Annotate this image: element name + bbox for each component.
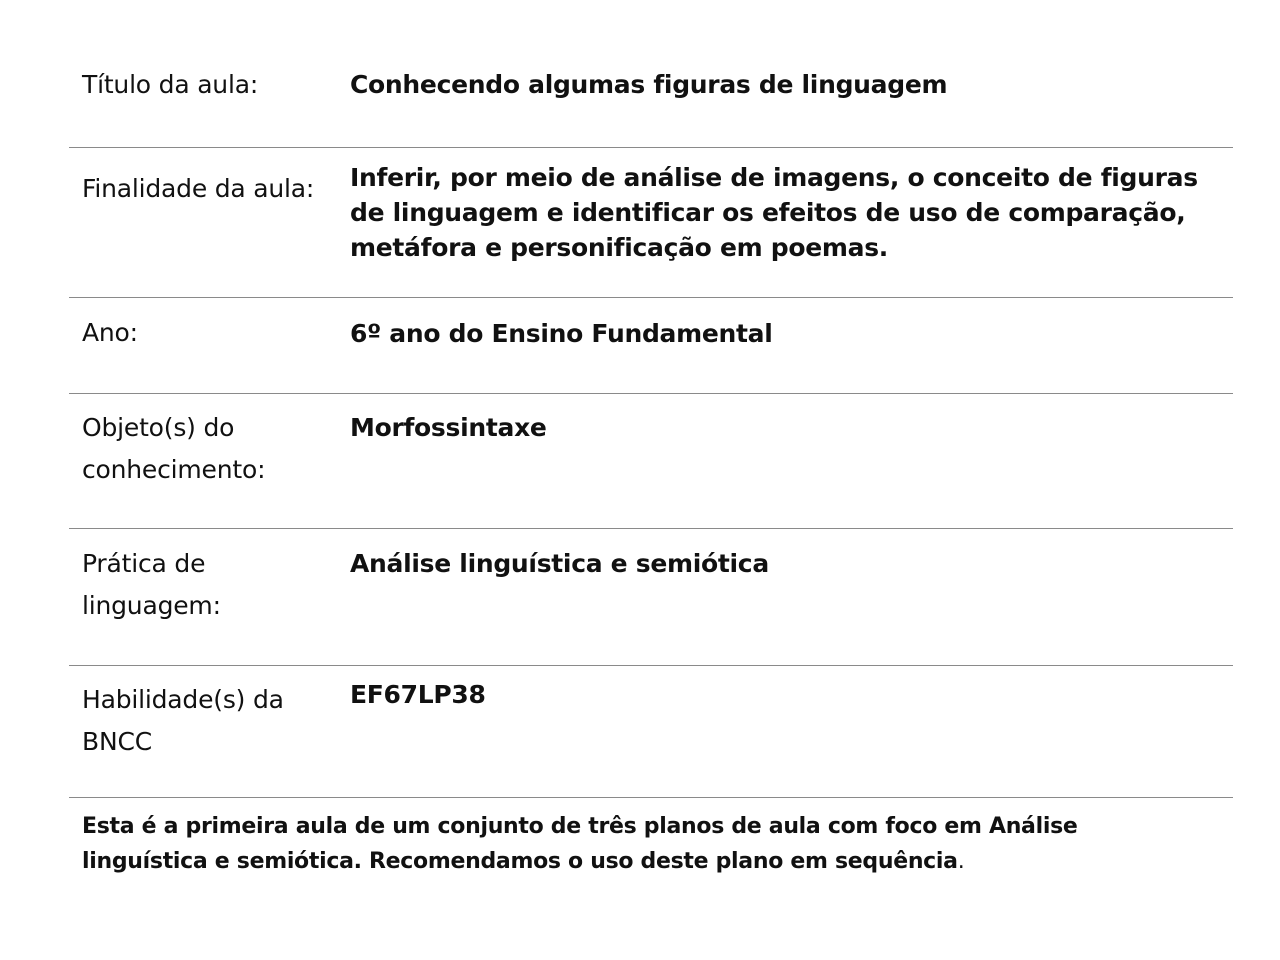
row-bncc-skill <box>69 666 1233 798</box>
knowledge-object-value: Morfossintaxe <box>350 413 547 442</box>
sequence-note-text: Esta é a primeira aula de um conjunto de três planos de aula com foco em Análise linguística e semiótica. Recomendamos o uso deste plano em sequência <box>82 814 1078 874</box>
language-practice-label: Prática de linguagem: <box>82 549 221 620</box>
lesson-plan-table <box>69 48 1233 798</box>
lesson-purpose-value: Inferir, por meio de análise de imagens, o conceito de figuras de linguagem e identificar os efeitos de uso de comparação, metáfora e personificação em poemas. <box>350 163 1198 262</box>
language-practice-value: Análise linguística e semiótica <box>350 549 769 578</box>
lesson-title-value: Conhecendo algumas figuras de linguagem <box>350 70 948 99</box>
row-school-year <box>69 298 1233 394</box>
row-knowledge-object <box>69 394 1233 529</box>
school-year-label: Ano: <box>82 318 138 347</box>
sequence-note-period: . <box>957 849 965 874</box>
bncc-skill-value: EF67LP38 <box>350 680 486 709</box>
school-year-value: 6º ano do Ensino Fundamental <box>350 319 773 348</box>
row-lesson-title <box>69 48 1233 148</box>
row-language-practice <box>69 529 1233 666</box>
lesson-title-label: Título da aula: <box>82 70 259 99</box>
knowledge-object-label: Objeto(s) do conhecimento: <box>82 413 266 484</box>
bncc-skill-label: Habilidade(s) da BNCC <box>82 685 284 756</box>
lesson-plan-page <box>69 48 1233 879</box>
sequence-note <box>69 798 1132 879</box>
row-lesson-purpose <box>69 148 1233 298</box>
lesson-purpose-label: Finalidade da aula: <box>82 174 315 203</box>
